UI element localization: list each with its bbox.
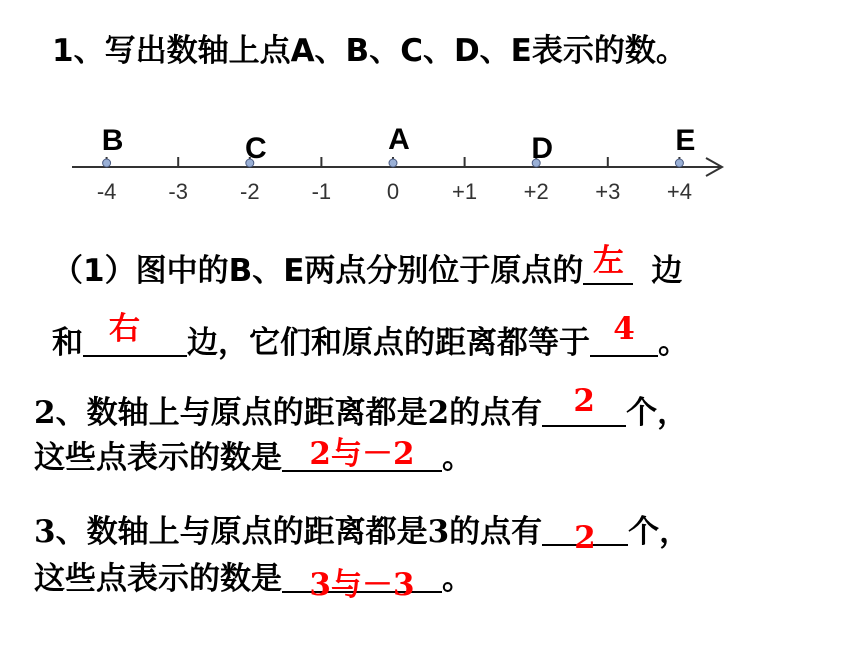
- point-a-marker: [389, 159, 397, 167]
- number-line: [0, 0, 860, 215]
- q2-line2-suffix: 。: [442, 440, 473, 476]
- answer-blank-q2-numbers: [282, 436, 442, 472]
- q3-line2-prefix: 这些点表示的数是: [34, 561, 282, 597]
- point-b-marker: [103, 159, 111, 167]
- answer-blank-distance: [590, 311, 658, 357]
- tick-label-minus1: -1: [311, 179, 332, 204]
- q1-sub1-line2-middle: 边，它们和原点的距离都等于: [187, 325, 590, 361]
- point-c-label: C: [244, 132, 267, 165]
- q1-sub1-line2-suffix: 。: [658, 325, 689, 361]
- tick-label-minus2: -2: [240, 179, 260, 204]
- point-b-label: B: [101, 124, 124, 157]
- point-a-label: A: [388, 123, 410, 156]
- answer-blank-q3-count: [542, 516, 628, 556]
- q3-line1: [34, 514, 691, 556]
- answer-right: 右: [109, 311, 140, 347]
- tick-label-plus2: +2: [523, 179, 549, 204]
- q2-prefix: 2、数轴上与原点的距离都是2的点有: [34, 395, 543, 431]
- q1-sub1-prefix: （1）图中的B、E两点分别位于原点的: [52, 253, 584, 289]
- answer-blank-right: [83, 311, 187, 357]
- point-e-label: E: [675, 124, 696, 157]
- tick-label-plus4: +4: [666, 179, 692, 204]
- q3-line2: [34, 561, 473, 603]
- answer-q2-numbers: 2与－2: [309, 436, 415, 472]
- q1-sub1-line2-prefix: 和: [52, 325, 83, 361]
- tick-label-minus3: -3: [168, 179, 188, 204]
- point-e-marker: [675, 159, 683, 167]
- q2-line2: [34, 436, 473, 476]
- tick-label-minus4: -4: [96, 179, 117, 204]
- answer-q3-numbers: 3与－3: [309, 567, 415, 603]
- answer-blank-q2-count: [542, 383, 626, 427]
- answer-distance: 4: [613, 311, 635, 347]
- tick-label-plus3: +3: [595, 179, 621, 204]
- q2-line1: [34, 383, 689, 431]
- q3-prefix: 3、数轴上与原点的距离都是3的点有: [34, 514, 543, 550]
- answer-q3-count: 2: [574, 520, 596, 556]
- q1-sub1-line1: [52, 243, 683, 289]
- q2-suffix: 个，: [626, 395, 689, 431]
- q1-sub1-suffix: 边: [651, 253, 683, 289]
- answer-left: 左: [592, 243, 624, 279]
- tick-label-plus1: +1: [452, 179, 478, 204]
- tick-label-0: 0: [386, 179, 400, 204]
- answer-blank-q3-numbers: [282, 563, 442, 603]
- q2-line2-prefix: 这些点表示的数是: [34, 440, 282, 476]
- point-d-label: D: [531, 132, 554, 165]
- q1-title: 1、写出数轴上点A、B、C、D、E表示的数。: [52, 33, 687, 69]
- answer-q2-count: 2: [573, 383, 595, 419]
- q3-suffix: 个，: [628, 514, 691, 550]
- q3-line2-suffix: 。: [442, 561, 473, 597]
- q1-sub1-line2: [52, 311, 689, 361]
- answer-blank-left: [583, 243, 633, 285]
